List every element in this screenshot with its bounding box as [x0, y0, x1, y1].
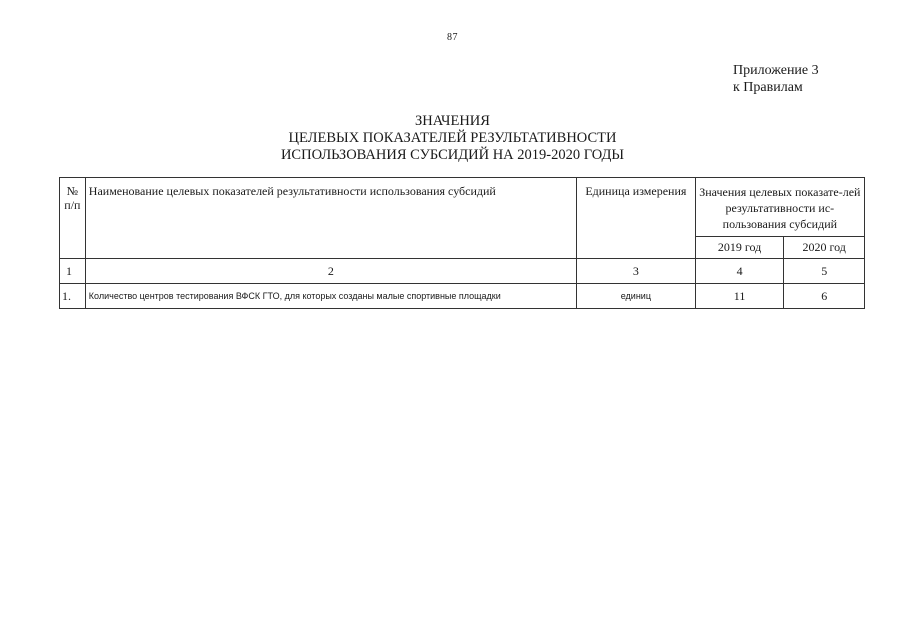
header-values: Значения целевых показате-лей результативности ис-пользования субсидий — [695, 178, 864, 237]
column-index-cell: 1 — [60, 259, 86, 284]
header-year-2019: 2019 год — [695, 237, 784, 259]
header-unit: Единица измерения — [577, 178, 696, 259]
column-index-cell: 4 — [695, 259, 784, 284]
title-line-3: ИСПОЛЬЗОВАНИЯ СУБСИДИЙ НА 2019-2020 ГОДЫ — [280, 147, 625, 163]
header-year-2020: 2020 год — [784, 237, 865, 259]
row-indicator-name: Количество центров тестирования ВФСК ГТО, для которых созданы малые спортивные площадки — [85, 284, 576, 309]
table-row — [60, 284, 865, 309]
column-index-row — [60, 259, 865, 284]
column-index-cell: 3 — [577, 259, 696, 284]
row-value-2019: 11 — [695, 284, 784, 309]
indicators-table — [59, 177, 865, 309]
title-line-2: ЦЕЛЕВЫХ ПОКАЗАТЕЛЕЙ РЕЗУЛЬТАТИВНОСТИ — [288, 130, 617, 146]
appendix-note — [733, 62, 819, 96]
page-number: 87 — [447, 32, 458, 43]
appendix-line-2: к Правилам — [733, 80, 803, 95]
row-value-2020: 6 — [784, 284, 865, 309]
column-index-cell: 5 — [784, 259, 865, 284]
column-index-cell: 2 — [85, 259, 576, 284]
document-title — [0, 113, 905, 164]
header-num: № п/п — [60, 178, 86, 259]
appendix-line-1: Приложение 3 — [733, 63, 819, 78]
title-line-1: ЗНАЧЕНИЯ — [415, 113, 490, 129]
row-num: 1. — [60, 284, 86, 309]
header-name: Наименование целевых показателей результативности использования субсидий — [85, 178, 576, 259]
row-unit: единиц — [577, 284, 696, 309]
table-header-row — [60, 178, 865, 237]
